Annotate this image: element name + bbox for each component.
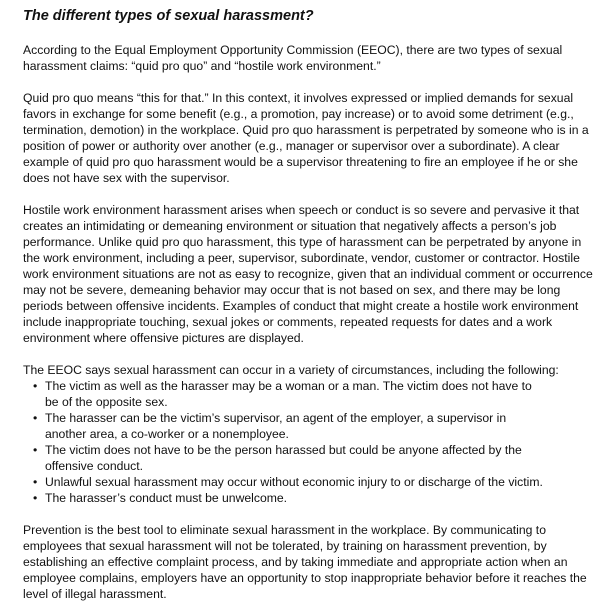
list-item: • The victim as well as the harasser may be a woman or a man. The victim does not have to be of the opposite sex. (23, 378, 596, 410)
circumstances-list (23, 378, 596, 506)
quid-pro-quo-paragraph: Quid pro quo means “this for that.” In this context, it involves expressed or implied demands for sexual favors in exchange for some benefit (e.g., a promotion, pay increase) or to avoid some detriment (e.g., termination, demotion) in the workplace. Quid pro quo harassment is perpetrated by someone who is in a position of power or authority over another (e.g., manager or supervisor over a subordinate). A clear example of quid pro quo harassment would be a supervisor threatening to fire an employee if he or she does not have sex with the supervisor. (23, 91, 589, 185)
list-item: • Unlawful sexual harassment may occur without economic injury to or discharge of the victim. (23, 474, 596, 490)
list-item: • The harasser’s conduct must be unwelcome. (23, 490, 596, 506)
prevention-paragraph: Prevention is the best tool to eliminate sexual harassment in the workplace. By communicating to employees that sexual harassment will not be tolerated, by training on harassment prevention, by establishing an effective complaint process, and by taking immediate and appropriate action when an employee complains, employers have an opportunity to stop inappropriate behavior before it reaches the level of illegal harassment. (23, 523, 587, 601)
eeoc-types-paragraph: According to the Equal Employment Opportunity Commission (EEOC), there are two types of sexual harassment claims: “quid pro quo” and “hostile work environment.” (23, 43, 563, 73)
list-item: • The harasser can be the victim’s supervisor, an agent of the employer, a supervisor in another area, a co-worker or a nonemployee. (23, 410, 596, 442)
page-title: The different types of sexual harassment? (23, 8, 314, 24)
hostile-environment-paragraph: Hostile work environment harassment arises when speech or conduct is so severe and pervasive it that creates an intimidating or demeaning environment or situation that negatively affects a person’s job performance. Unlike quid pro quo harassment, this type of harassment can be perpetrated by anyone in the work environment, including a peer, supervisor, subordinate, vendor, customer or contractor. Hostile work environment situations are not as easy to recognize, given that an individual comment or occurrence may not be severe, demeaning behavior may occur that is not based on sex, and there may be long periods between offensive incidents. Examples of conduct that might create a hostile work environment include inappropriate touching, sexual jokes or comments, repeated requests for dates and a work environment where offensive pictures are displayed. (23, 203, 593, 345)
list-item: • The victim does not have to be the person harassed but could be anyone affected by the offensive conduct. (23, 442, 596, 474)
circumstances-intro: The EEOC says sexual harassment can occur in a variety of circumstances, including the following: (23, 363, 559, 377)
